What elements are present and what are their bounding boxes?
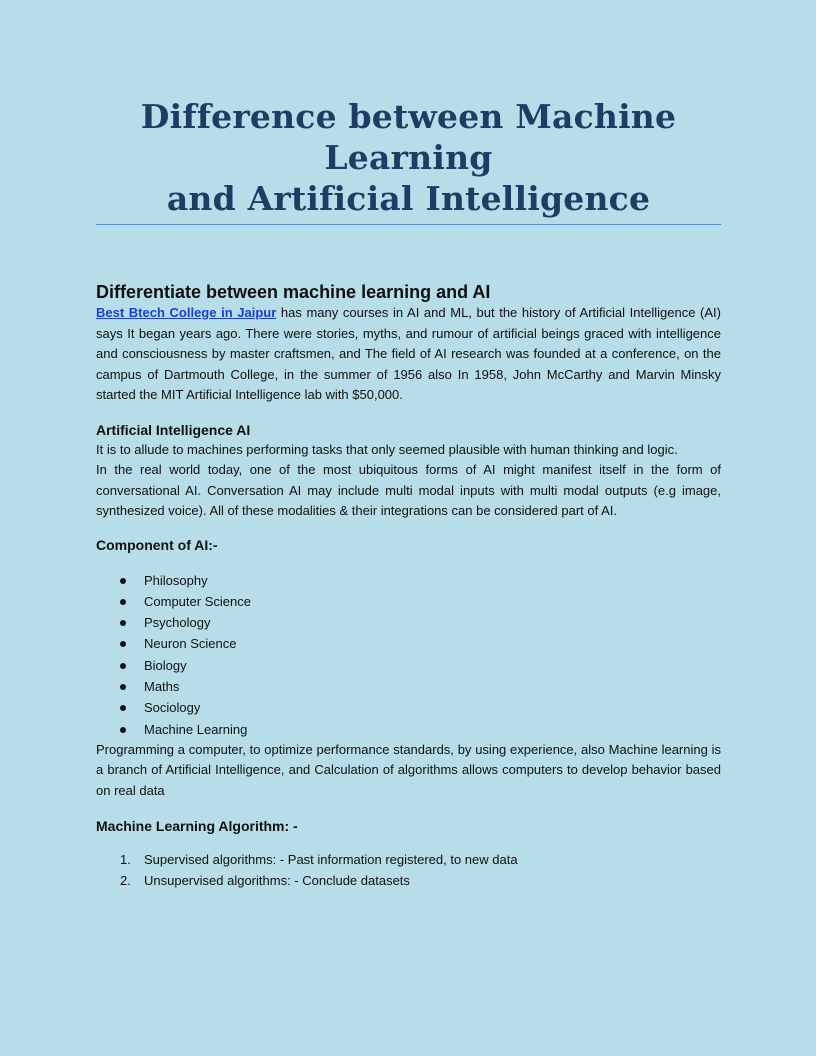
list-item <box>96 570 721 591</box>
list-item-text: Machine Learning <box>144 721 248 737</box>
programming-paragraph: Programming a computer, to optimize performance standards, by using experience, also Machine learning is a branch of Artificial Intelligence, and Calculation of algorithms allows computers to develop behavior based on real data <box>96 741 721 798</box>
title-line-1: Difference between Machine Learning <box>140 97 677 177</box>
list-item <box>96 633 721 654</box>
list-item <box>96 655 721 676</box>
list-item-text: Sociology <box>144 700 201 716</box>
title-line-2: and Artificial Intelligence <box>166 179 651 218</box>
ml-algorithms-heading: Machine Learning Algorithm: - <box>96 818 298 835</box>
ai-paragraph-1: It is to allude to machines performing tasks that only seemed plausible with human thinking and logic. <box>96 441 678 457</box>
bullet-icon <box>120 578 126 584</box>
list-item-text: Supervised algorithms: - Past information registered, to new data <box>144 852 518 868</box>
list-item <box>96 850 721 871</box>
list-item <box>96 871 721 892</box>
list-item <box>96 591 721 612</box>
document-page <box>96 96 721 891</box>
bullet-icon <box>120 599 126 605</box>
bullet-icon <box>120 663 126 669</box>
list-item-text: Computer Science <box>144 593 251 609</box>
list-number: 2. <box>120 872 131 888</box>
list-item-text: Unsupervised algorithms: - Conclude datasets <box>144 872 410 888</box>
ml-algorithms-list <box>96 850 721 891</box>
list-number: 1. <box>120 852 131 868</box>
list-item <box>96 697 721 718</box>
bullet-icon <box>120 620 126 626</box>
section-heading: Differentiate between machine learning and AI <box>96 282 491 302</box>
components-heading: Component of AI:- <box>96 536 218 553</box>
bullet-icon <box>120 684 126 690</box>
bullet-icon <box>120 727 126 733</box>
list-item-text: Philosophy <box>144 572 208 588</box>
components-list <box>96 570 721 740</box>
bullet-icon <box>120 641 126 647</box>
list-item <box>96 719 721 740</box>
list-item-text: Biology <box>144 657 187 673</box>
ai-paragraph-2: In the real world today, one of the most ubiquitous forms of AI might manifest itself in the form of conversational AI. Conversation AI may include multi modal inputs with multi modal outputs (e.g image, synthesized voice). All of these modalities & their integrations can be considered part of AI. <box>96 462 721 518</box>
bullet-icon <box>120 705 126 711</box>
list-item-text: Neuron Science <box>144 636 237 652</box>
intro-paragraph <box>96 303 721 406</box>
list-item-text: Maths <box>144 678 180 694</box>
document-title <box>96 96 721 225</box>
college-link[interactable]: Best Btech College in Jaipur <box>96 305 277 320</box>
intro-text: has many courses in AI and ML, but the history of Artificial Intelligence (AI) says It began years ago. There were stories, myths, and rumour of artificial beings graced with intelligence and consciousness by master craftsmen, and The field of AI research was founded at a conference, on the campus of Dartmouth College, in the summer of 1956 also In 1958, John McCarthy and Marvin Minsky started the MIT Artificial Intelligence lab with $50,000. <box>96 305 721 402</box>
list-item <box>96 676 721 697</box>
list-item <box>96 612 721 633</box>
list-item-text: Psychology <box>144 615 211 631</box>
ai-heading: Artificial Intelligence AI <box>96 421 251 438</box>
